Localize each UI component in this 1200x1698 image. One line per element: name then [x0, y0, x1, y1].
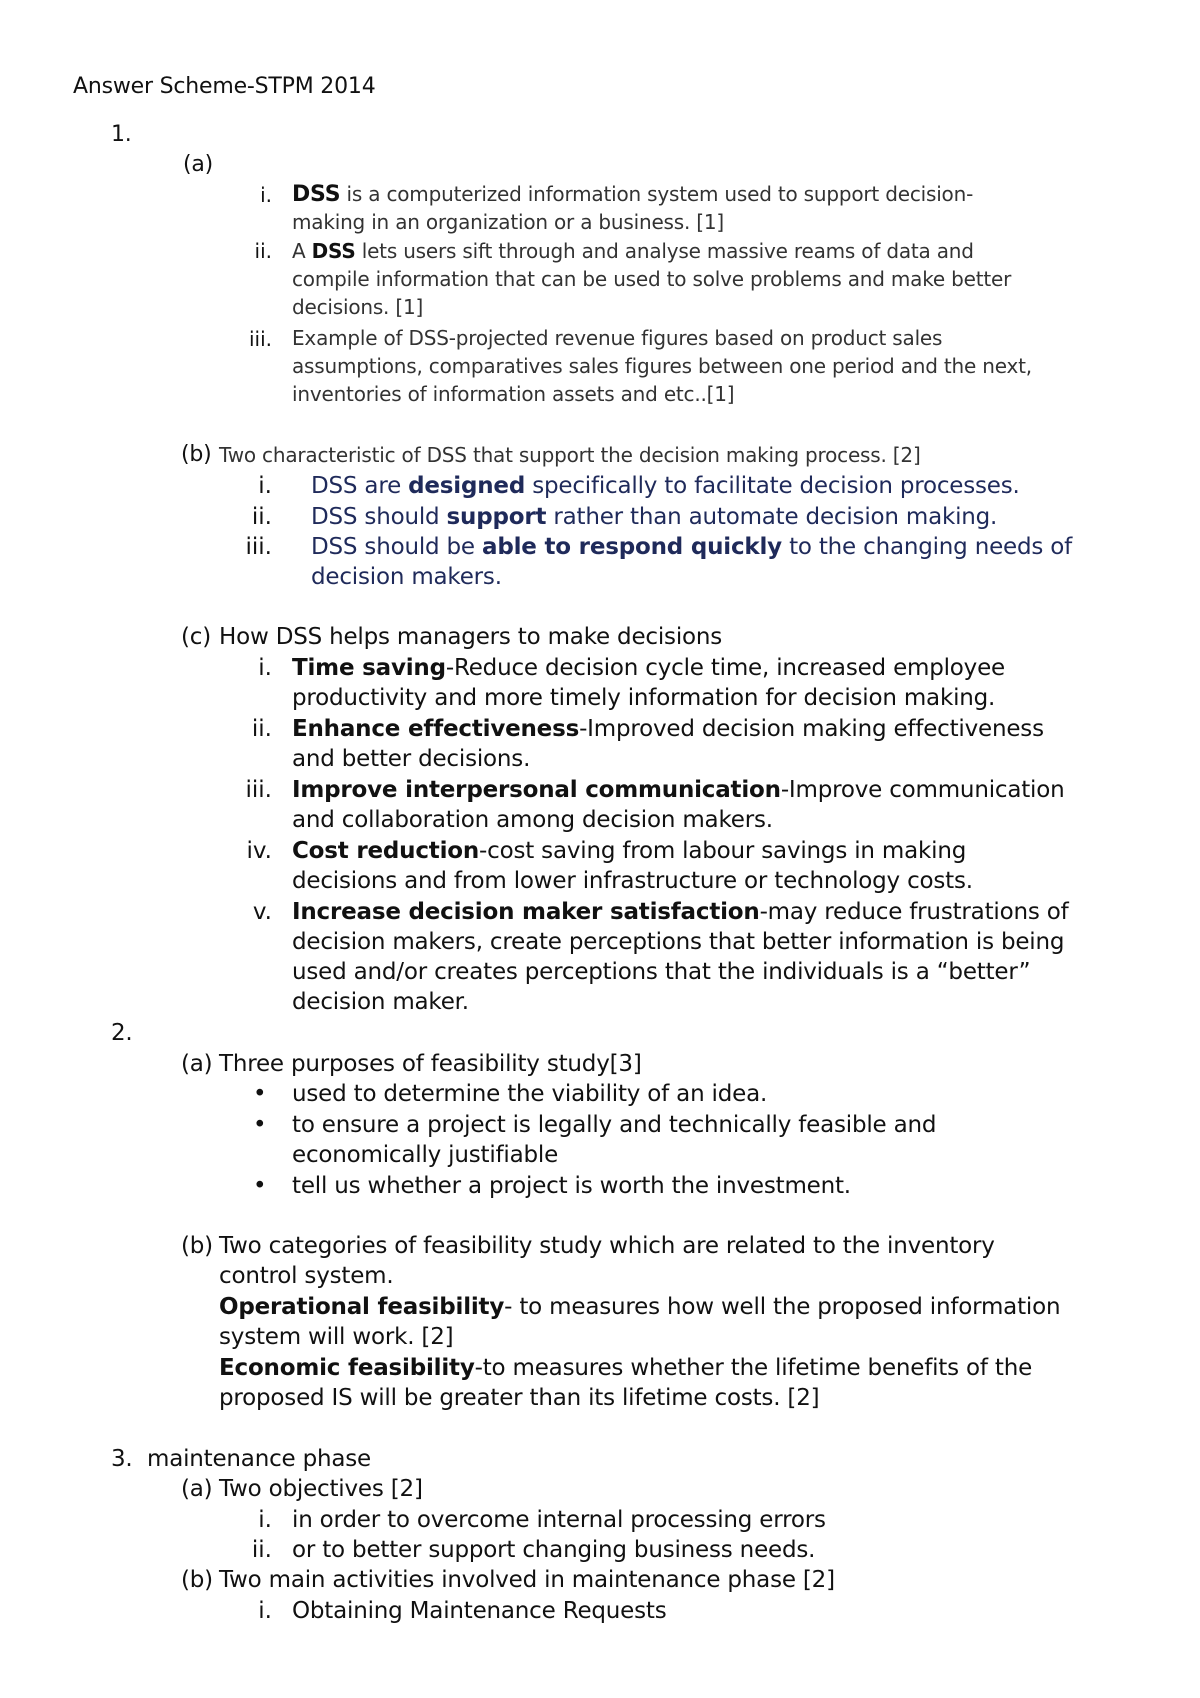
- answer-line: Economic feasibility-to measures whether the lifetime benefits of the: [219, 1355, 1033, 1381]
- answer-line: inventories of information assets and etc..[1]: [292, 382, 735, 406]
- answer-line: compile information that can be used to solve problems and make better: [292, 267, 1012, 291]
- question-number: 1.: [111, 122, 132, 147]
- answer-line: DSS should support rather than automate decision making.: [311, 504, 998, 530]
- answer-line: Time saving-Reduce decision cycle time, increased employee: [292, 655, 1005, 681]
- subquestion-label: (c): [181, 624, 211, 650]
- item-number: i.: [258, 1598, 272, 1624]
- answer-line: assumptions, comparatives sales figures between one period and the next,: [292, 354, 1032, 378]
- answer-line: Cost reduction-cost saving from labour savings in making: [292, 838, 967, 864]
- answer-line: DSS is a computerized information system used to support decision-: [292, 182, 974, 207]
- answer-line: Operational feasibility- to measures how well the proposed information: [219, 1294, 1061, 1320]
- bullet-icon: •: [253, 1173, 267, 1199]
- answer-line: proposed IS will be greater than its lifetime costs. [2]: [219, 1385, 820, 1411]
- item-number: ii.: [251, 504, 272, 530]
- bullet-item: used to determine the viability of an idea.: [292, 1081, 768, 1107]
- subquestion-text: Two objectives [2]: [219, 1476, 423, 1502]
- question-number: 3.: [111, 1446, 133, 1472]
- bullet-icon: •: [253, 1112, 267, 1138]
- answer-line: decision makers, create perceptions that better information is being: [292, 929, 1065, 955]
- answer-line: Enhance effectiveness-Improved decision making effectiveness: [292, 716, 1044, 742]
- subquestion-text: How DSS helps managers to make decisions: [219, 624, 723, 650]
- item-number: ii.: [254, 239, 272, 263]
- item-number: i.: [260, 183, 272, 207]
- answer-line: DSS should be able to respond quickly to the changing needs of: [311, 534, 1073, 560]
- answer-line: or to better support changing business needs.: [292, 1537, 816, 1563]
- answer-line: Increase decision maker satisfaction-may reduce frustrations of: [292, 899, 1069, 925]
- answer-line: Example of DSS-projected revenue figures based on product sales: [292, 326, 943, 350]
- subquestion-text: Three purposes of feasibility study[3]: [219, 1051, 642, 1077]
- subquestion-text: Two characteristic of DSS that support the decision making process. [2]: [219, 443, 921, 467]
- item-number: v.: [252, 899, 272, 925]
- answer-line: Improve interpersonal communication-Improve communication: [292, 777, 1065, 803]
- question-text: maintenance phase: [147, 1446, 371, 1472]
- answer-line: in order to overcome internal processing errors: [292, 1507, 826, 1533]
- item-number: ii.: [251, 716, 272, 742]
- subquestion-text: Two categories of feasibility study which are related to the inventory: [219, 1233, 995, 1259]
- bullet-item: economically justifiable: [292, 1142, 559, 1168]
- item-number: iii.: [248, 327, 272, 351]
- answer-line: Obtaining Maintenance Requests: [292, 1598, 667, 1624]
- answer-line: and better decisions.: [292, 746, 531, 772]
- subquestion-label: (b): [181, 1233, 213, 1259]
- subquestion-label: (b): [181, 442, 212, 467]
- subquestion-label: (a): [183, 152, 214, 177]
- answer-line: DSS are designed specifically to facilitate decision processes.: [311, 473, 1020, 499]
- answer-line: A DSS lets users sift through and analyse massive reams of data and: [292, 239, 974, 263]
- item-number: i.: [258, 1507, 272, 1533]
- bullet-item: tell us whether a project is worth the investment.: [292, 1173, 851, 1199]
- subquestion-text: Two main activities involved in maintenance phase [2]: [219, 1567, 835, 1593]
- item-number: i.: [258, 473, 272, 499]
- bullet-icon: •: [253, 1081, 267, 1107]
- answer-line: decision maker.: [292, 989, 469, 1015]
- subquestion-label: (a): [181, 1476, 213, 1502]
- question-number: 2.: [111, 1020, 133, 1046]
- subquestion-text: control system.: [219, 1263, 394, 1289]
- page-title: Answer Scheme-STPM 2014: [73, 74, 376, 99]
- bullet-item: to ensure a project is legally and technically feasible and: [292, 1112, 937, 1138]
- subquestion-label: (a): [181, 1051, 213, 1077]
- answer-line: and collaboration among decision makers.: [292, 807, 773, 833]
- answer-line: decision makers.: [311, 564, 502, 590]
- answer-line: decisions and from lower infrastructure or technology costs.: [292, 868, 973, 894]
- answer-line: decisions. [1]: [292, 295, 424, 319]
- subquestion-label: (b): [181, 1567, 213, 1593]
- answer-line: productivity and more timely information for decision making.: [292, 685, 996, 711]
- item-number: iii.: [245, 534, 272, 560]
- item-number: ii.: [251, 1537, 272, 1563]
- answer-line: system will work. [2]: [219, 1324, 454, 1350]
- item-number: i.: [258, 655, 272, 681]
- item-number: iii.: [245, 777, 272, 803]
- answer-line: used and/or creates perceptions that the individuals is a “better”: [292, 959, 1031, 985]
- item-number: iv.: [246, 838, 272, 864]
- answer-line: making in an organization or a business. [1]: [292, 210, 725, 234]
